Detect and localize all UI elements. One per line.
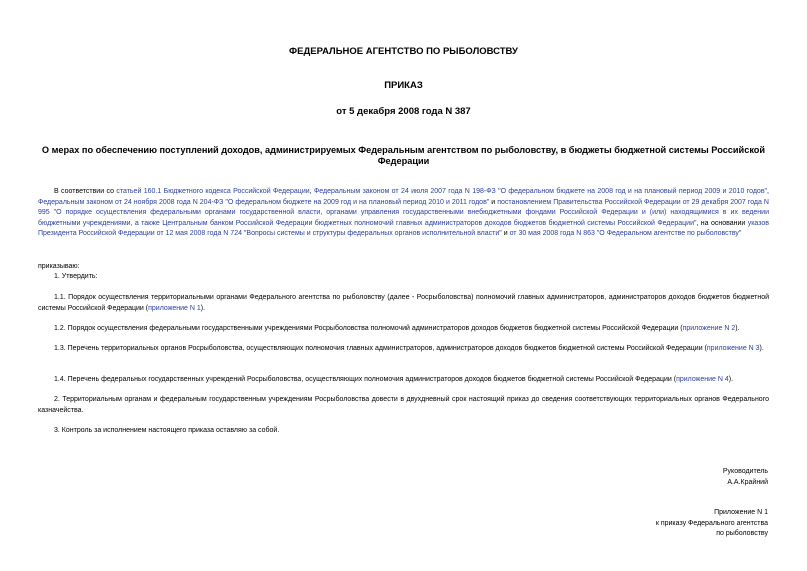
- item-text: ).: [735, 325, 740, 332]
- intro-paragraph: [38, 187, 769, 240]
- link-annex-3[interactable]: приложение N 3: [706, 345, 760, 352]
- intro-text: В соответствии со: [54, 188, 117, 195]
- order-item-1-1: [38, 293, 769, 314]
- order-word: приказываю:: [38, 263, 80, 270]
- link-budget-code-article[interactable]: статьей 160.1 Бюджетного кодекса Российской Федерации: [116, 188, 310, 195]
- link-presidential-decree-724[interactable]: указов Президента Российской Федерации от 12 мая 2008 года N 724 "Вопросы системы и структуры федеральных органов исполнительной власти": [38, 219, 769, 237]
- item-text: 1.1. Порядок осуществления территориальными органами Федерального агентства по рыболовству (далее - Росрыболовства) полномочий главных администраторов, администраторов доходов бюджетов бюджетной системы Российской Федерации (: [38, 294, 769, 312]
- annex-number: Приложение N 1: [714, 509, 768, 516]
- annex-reference-cont: по рыболовству: [716, 530, 768, 537]
- link-annex-4[interactable]: приложение N 4: [676, 376, 729, 383]
- order-item-1: 1. Утвердить:: [54, 273, 98, 280]
- signature-block: [723, 467, 768, 488]
- item-text: ).: [759, 345, 764, 352]
- annex-header: [656, 508, 768, 540]
- link-presidential-decree-863[interactable]: от 30 мая 2008 года N 863 "О Федеральном агентстве по рыболовству": [509, 230, 742, 237]
- intro-text: и: [489, 198, 498, 206]
- annex-reference: к приказу Федерального агентства: [655, 519, 768, 527]
- item-text: ).: [200, 304, 206, 312]
- signature-position: Руководитель: [722, 468, 768, 475]
- document-subject: О мерах по обеспечению поступлений доходов, администрируемых Федеральным агентством по рыболовству, в бюджеты бюджетной системы Российской Федерации: [41, 145, 766, 166]
- order-item-1-3: [38, 344, 769, 355]
- intro-text: , на основании: [696, 219, 748, 227]
- link-federal-law-204[interactable]: Федеральным законом от 24 ноября 2008 года N 204-ФЗ "О федеральном бюджете на 2009 год и на плановый период 2010 и 2011 годов": [38, 198, 490, 206]
- organization-title: ФЕДЕРАЛЬНОЕ АГЕНТСТВО ПО РЫБОЛОВСТВУ: [289, 46, 518, 57]
- intro-text: ,: [309, 188, 314, 195]
- document-type: ПРИКАЗ: [384, 80, 423, 91]
- item-text: 1.4. Перечень федеральных государственных учреждений Росрыболовства, осуществляющих полномочия администраторов доходов бюджетов бюджетной системы Российской Федерации (: [54, 376, 677, 383]
- order-item-2: 2. Территориальным органам и федеральным государственным учреждениям Росрыболовства довести в двухдневный срок настоящий приказ до сведения соответствующих территориальных органов Федерального казначейства.: [38, 396, 769, 414]
- intro-text: ,: [767, 188, 769, 195]
- link-federal-law-198[interactable]: Федеральным законом от 24 июля 2007 года N 198-ФЗ "О федеральном бюджете на 2008 год и на плановый период 2009 и 2010 годов": [313, 188, 768, 195]
- item-text: ).: [728, 376, 734, 383]
- link-annex-1[interactable]: приложение N 1: [148, 304, 201, 312]
- item-text: 1.3. Перечень территориальных органов Росрыболовства, осуществляющих полномочия главных администраторов, администраторов доходов бюджетов бюджетной системы Российской Федерации (: [54, 345, 707, 352]
- order-item-1-2: [38, 324, 769, 335]
- link-government-decree-995[interactable]: постановлением Правительства Российской Федерации от 29 декабря 2007 года N 995 "О порядке осуществления федеральными органами государственной власти, органами управления государственными внебюджетными фондами Российской Федерации и (или) находящимися в их ведении бюджетными учреждениями, а также Центральным банком Российской Федерации бюджетных полномочий главных администраторов доходов бюджетов бюджетной системы Российской Федерации": [38, 198, 769, 227]
- link-annex-2[interactable]: приложение N 2: [682, 325, 736, 332]
- intro-text: и: [501, 230, 510, 237]
- order-item-3: 3. Контроль за исполнением настоящего приказа оставляю за собой.: [54, 427, 280, 434]
- item-text: 1.2. Порядок осуществления федеральными государственными учреждениями Росрыболовства полномочий администраторов доходов бюджетов бюджетной системы Российской Федерации (: [54, 325, 683, 332]
- document-date: от 5 декабря 2008 года N 387: [336, 106, 471, 117]
- order-item-1-4: [38, 375, 769, 386]
- signature-name: А.А.Крайний: [727, 478, 768, 486]
